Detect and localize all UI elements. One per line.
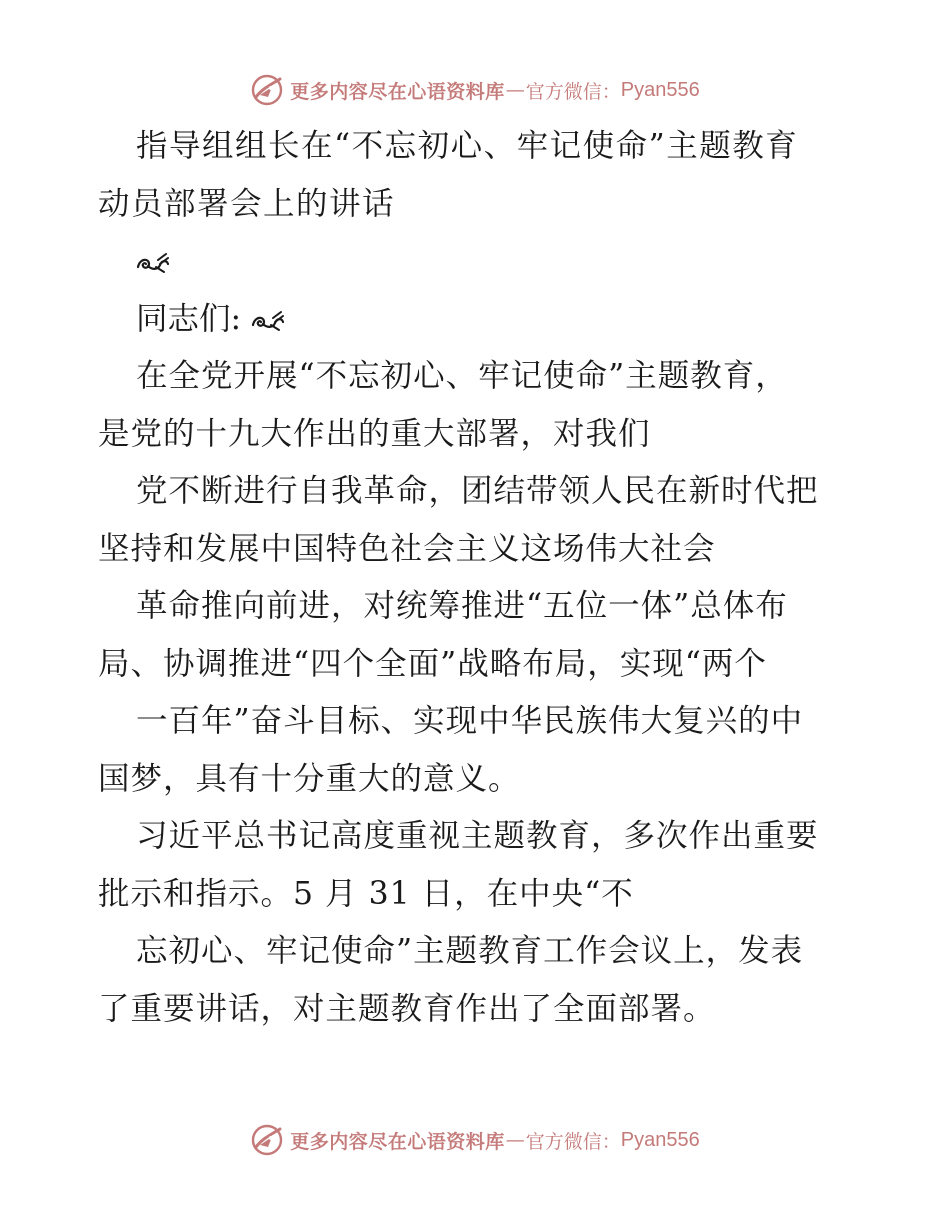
paragraph-line: 一百年”奋斗目标、实现中华民族伟大复兴的中	[136, 703, 804, 739]
title-line: 指导组组长在“不忘初心、牢记使命”主题教育	[136, 128, 799, 164]
header-wechat-id: Pyan556	[620, 78, 700, 101]
spacer-line	[98, 233, 858, 291]
footer-watermark	[0, 1120, 950, 1160]
salutation: 同志们:	[136, 300, 242, 337]
paragraph-line: 批示和指示。5 月 31 日，在中央“不	[98, 875, 634, 912]
document-body	[98, 118, 858, 1038]
pen-logo-icon	[250, 1123, 284, 1157]
footer-separator: —	[505, 1129, 525, 1151]
title-line: 动员部署会上的讲话	[98, 185, 396, 222]
paragraph-line: 局、协调推进“四个全面”战略布局，实现“两个	[98, 645, 767, 682]
fleuron-icon	[251, 294, 285, 316]
footer-site-text: 更多内容尽在心语资料库	[290, 1130, 505, 1153]
paragraph-line: 国梦，具有十分重大的意义。	[98, 760, 521, 797]
footer-wechat-id: Pyan556	[620, 1128, 700, 1151]
header-watermark	[0, 70, 950, 110]
paragraph-line: 是党的十九大作出的重大部署，对我们	[98, 415, 651, 452]
header-site-text: 更多内容尽在心语资料库	[290, 80, 505, 103]
paragraph-line: 坚持和发展中国特色社会主义这场伟大社会	[98, 530, 716, 567]
fleuron-icon	[136, 236, 170, 258]
document-title	[98, 118, 858, 233]
speech-text	[98, 348, 858, 1038]
paragraph-line: 革命推向前进，对统筹推进“五位一体”总体布	[136, 588, 788, 624]
header-wechat-label: 官方微信：	[525, 80, 621, 103]
paragraph-line: 党不断进行自我革命，团结带领人民在新时代把	[136, 473, 819, 509]
salutation-line	[98, 291, 858, 349]
paragraph-line: 习近平总书记高度重视主题教育，多次作出重要	[136, 818, 819, 854]
header-separator: —	[505, 79, 525, 101]
footer-wechat-label: 官方微信：	[525, 1130, 621, 1153]
paragraph-line: 在全党开展“不忘初心、牢记使命”主题教育，	[136, 358, 788, 394]
paragraph-line: 了重要讲话，对主题教育作出了全面部署。	[98, 990, 716, 1027]
pen-logo-icon	[250, 73, 284, 107]
paragraph-line: 忘初心、牢记使命”主题教育工作会议上，发表	[136, 933, 804, 969]
